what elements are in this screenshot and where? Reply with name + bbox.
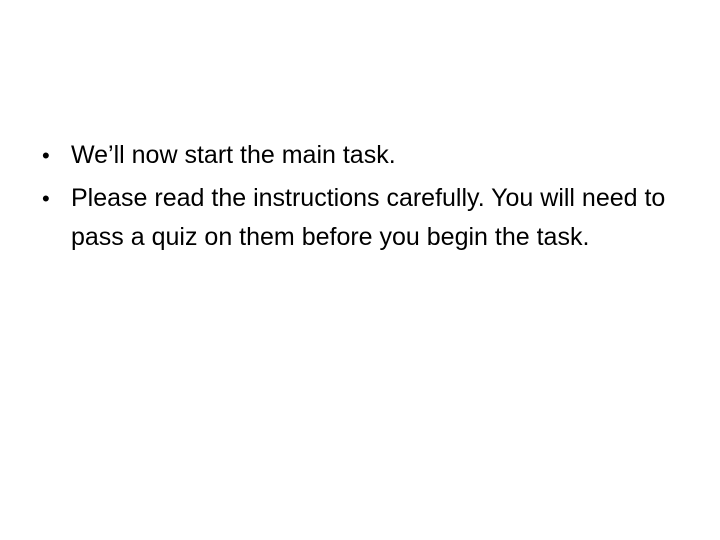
bullet-text: We’ll now start the main task. [71,141,396,169]
bullet-item-instructions [42,179,682,257]
bullet-list [42,136,682,261]
bullet-marker: • [42,186,50,211]
bullet-text: Please read the instructions carefully. You will need to pass a quiz on them before you begin the task. [71,184,666,251]
bullet-item-main-task [42,136,682,175]
bullet-marker: • [42,143,50,168]
